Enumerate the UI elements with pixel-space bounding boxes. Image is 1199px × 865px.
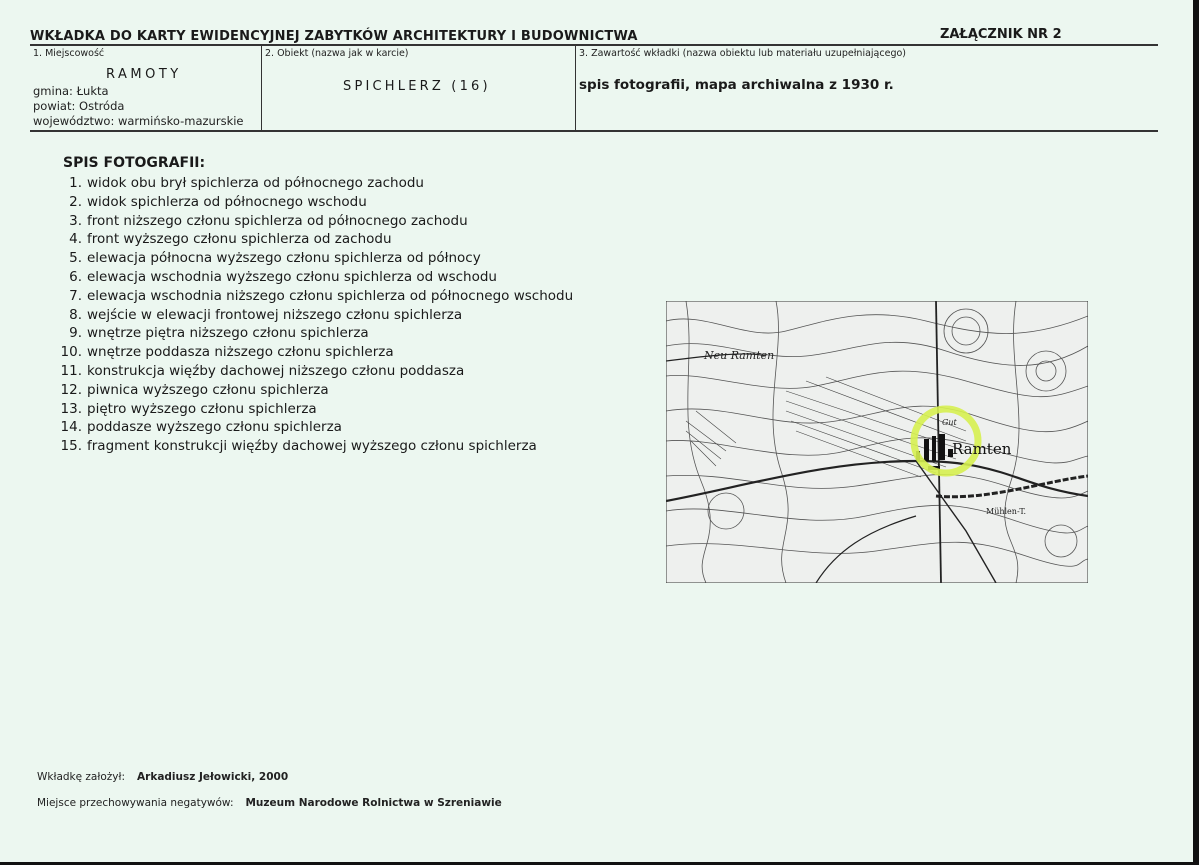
list-item: 5. elewacja północna wyższego członu spichlerza od północy xyxy=(69,250,481,267)
document-title: WKŁADKA DO KARTY EWIDENCYJNEJ ZABYTKÓW ARCHITEKTURY I BUDOWNICTWA xyxy=(30,29,638,44)
map-label-gut: Gut xyxy=(942,418,957,427)
list-item: 6. elewacja wschodnia wyższego członu spichlerza od wschodu xyxy=(69,268,497,285)
photo-list-title: SPIS FOTOGRAFII: xyxy=(63,155,206,171)
archival-map xyxy=(666,301,1088,583)
list-item: 14. poddasze wyższego członu spichlerza xyxy=(60,419,342,436)
map-label-muhlen: Mühlen-T. xyxy=(986,507,1027,516)
header-bottom-line xyxy=(30,130,1158,132)
contents-label: 3. Zawartość wkładki (nazwa obiektu lub materiału uzupełniającego) xyxy=(579,48,906,59)
wojewodztwo-text: województwo: warmińsko-mazurskie xyxy=(33,114,244,128)
list-item: 4. front wyższego członu spichlerza od zachodu xyxy=(69,231,392,248)
storage-place: Muzeum Narodowe Rolnictwa w Szreniawie xyxy=(245,797,502,809)
storage-line xyxy=(37,797,502,809)
list-item: 12. piwnica wyższego członu spichlerza xyxy=(60,381,329,398)
author-label: Wkładkę założył: xyxy=(37,771,126,783)
powiat-text: powiat: Ostróda xyxy=(33,99,125,113)
map-label-neu-ramten: Neu Ramten xyxy=(704,349,775,362)
locality-name: RAMOTY xyxy=(106,67,182,82)
list-item: 10. wnętrze poddasza niższego członu spichlerza xyxy=(60,344,394,361)
scan-edge-right xyxy=(1193,0,1199,865)
list-item: 1. widok obu brył spichlerza od północnego zachodu xyxy=(69,175,424,191)
object-name: SPICHLERZ (16) xyxy=(343,79,491,94)
object-label: 2. Obiekt (nazwa jak w karcie) xyxy=(265,48,409,59)
contents-text: spis fotografii, mapa archiwalna z 1930 r. xyxy=(579,77,894,93)
gmina-text: gmina: Łukta xyxy=(33,84,109,98)
map-label-ramten: Ramten xyxy=(952,440,1012,458)
list-item: 9. wnętrze piętra niższego członu spichlerza xyxy=(69,325,369,342)
photo-list xyxy=(40,174,573,456)
list-item: 7. elewacja wschodnia niższego członu spichlerza od północnego wschodu xyxy=(69,287,574,304)
list-item: 15. fragment konstrukcji więźby dachowej wyższego członu spichlerza xyxy=(60,438,537,455)
author-name: Arkadiusz Jełowicki, 2000 xyxy=(137,771,289,783)
list-item: 11. konstrukcja więźby dachowej niższego członu poddasza xyxy=(60,362,465,379)
header-top-line xyxy=(30,44,1158,46)
list-item: 2. widok spichlerza od północnego wschodu xyxy=(69,193,367,210)
storage-label: Miejsce przechowywania negatywów: xyxy=(37,797,234,809)
column-divider-1 xyxy=(261,44,262,131)
column-divider-2 xyxy=(575,44,576,131)
author-line xyxy=(37,771,288,783)
attachment-number: ZAŁĄCZNIK NR 2 xyxy=(940,27,1062,42)
list-item: 8. wejście w elewacji frontowej niższego członu spichlerza xyxy=(69,306,463,323)
locality-label: 1. Miejscowość xyxy=(33,48,105,59)
list-item: 3. front niższego członu spichlerza od północnego zachodu xyxy=(69,212,468,229)
list-item: 13. piętro wyższego członu spichlerza xyxy=(60,400,317,417)
